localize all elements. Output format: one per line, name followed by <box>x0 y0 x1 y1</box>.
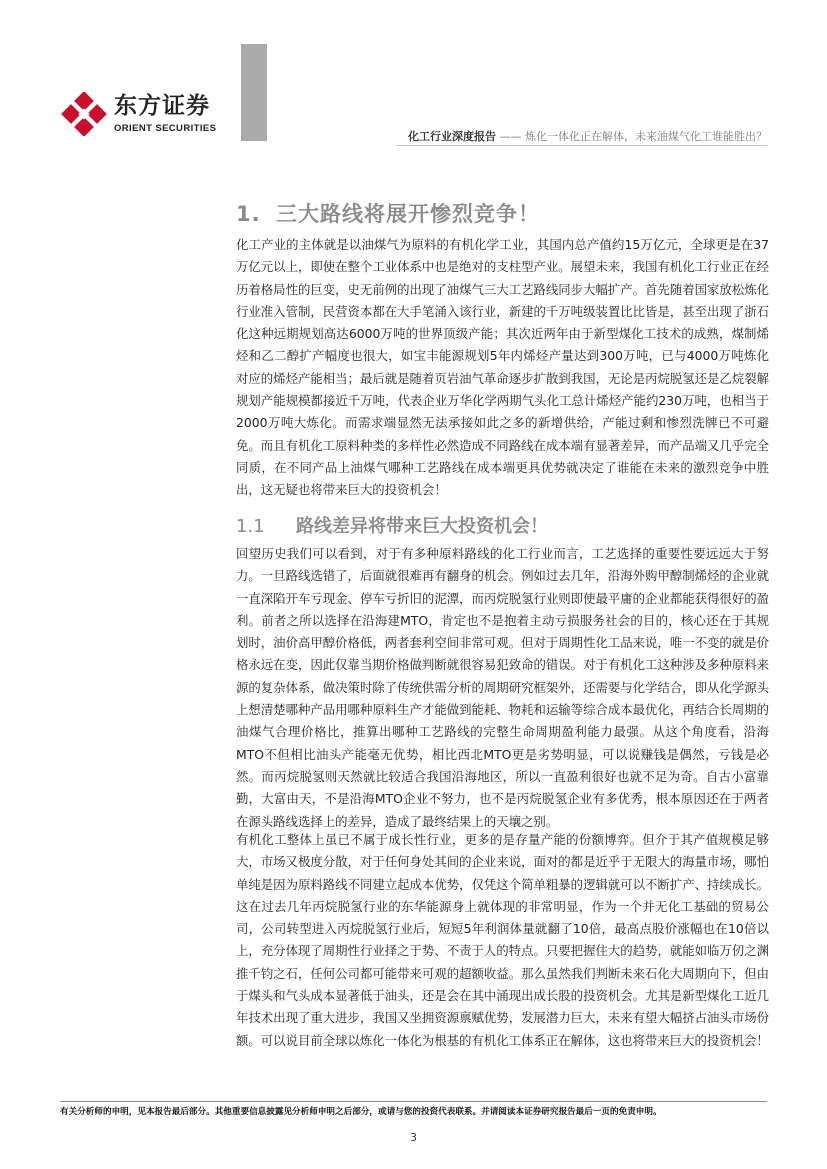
section-number: 1. <box>236 202 261 226</box>
report-type: 化工行业深度报告 <box>408 130 496 143</box>
logo-english-name: ORIENT SECURITIES <box>114 123 217 134</box>
subsection-paragraph-1: 回望历史我们可以看到，对于有多种原料路线的化工行业而言，工艺选择的重要性要远远大于努力。一旦路线选错了，后面就很难再有翻身的机会。例如过去几年，沿海外购甲醇制烯烃的企业就一直深陷开车亏现金、停车亏折旧的泥潭，而丙烷脱氢行业则即使最平庸的企业都能获得很好的盈利。前者之所以选择在沿海建MTO，肯定也不是抱着主动亏损服务社会的目的，核心还在于其规划时，油价高甲醇价格低，两者套利空间非常可观。但对于周期性化工品来说，唯一不变的就是价格永远在变，因此仅靠当期价格做判断就很容易犯致命的错误。对于有机化工这种涉及多种原料来源的复杂体系，做决策时除了传统供需分析的周期研究框架外，还需要与化学结合，即从化学源头上想清楚哪种产品用哪种原料生产才能做到能耗、物耗和运输等综合成本最优化，再结合长周期的油煤气合理价格比，推算出哪种工艺路线的完整生命周期盈利能力最强。从这个角度看，沿海MTO不但相比油头产能毫无优势，相比西北MTO更是劣势明显，可以说赚钱是偶然，亏钱是必然。而丙烷脱氢则天然就比较适合我国沿海地区，所以一直盈利很好也就不足为奇。自古小富靠勤，大富由天，不是沿海MTO企业不努力，也不是丙烷脱氢企业有多优秀，根本原因还在于两者在源头路线选择上的差异，造成了最终结果上的天壤之别。 <box>236 546 769 829</box>
section-heading <box>236 198 540 228</box>
subsection-paragraph-2: 有机化工整体上虽已不属于成长性行业，更多的是存量产能的份额博弈。但介于其产值规模足够大，市场又极度分散，对于任何身处其间的企业来说，面对的都是近乎于无限大的海量市场，哪怕单纯是因为原料路线不同建立起成本优势，仅凭这个简单粗暴的逻辑就可以不断扩产、持续成长。这在过去几年丙烷脱氢行业的东华能源身上就体现的非常明显，作为一个并无化工基础的贸易公司，公司转型进入丙烷脱氢行业后，短短5年利润体量就翻了10倍，最高点股价涨幅也在10倍以上，充分体现了周期性行业择之于势、不责于人的特点。只要把握住大的趋势，就能如临万仞之渊推千钧之石，任何公司都可能带来可观的超额收益。那么虽然我们判断未来石化大周期向下，但由于煤头和气头成本显著低于油头，还是会在其中涌现出成长股的投资机会。尤其是新型煤化工近几年技术出现了重大进步，我国又坐拥资源禀赋优势，发展潜力巨大，未来有望大幅挤占油头市场份额。可以说目前全球以炼化一体化为根基的有机化工体系正在解体，这也将带来巨大的投资机会！ <box>236 832 769 1048</box>
header-separator: —— <box>499 130 522 143</box>
running-header <box>408 128 767 144</box>
subsection-number: 1.1 <box>236 516 265 537</box>
company-logo <box>60 92 235 136</box>
footer-rule <box>60 1101 767 1102</box>
page-number: 3 <box>410 1131 417 1144</box>
subsection-heading <box>236 512 548 538</box>
header-gray-bar <box>241 44 267 141</box>
logo-chinese-name: 东方证券 <box>114 93 210 119</box>
header-rule <box>396 145 767 146</box>
section-paragraph: 化工产业的主体就是以油煤气为原料的有机化学工业，其国内总产值约15万亿元，全球更是在37万亿元以上，即使在整个工业体系中也是绝对的支柱型产业。展望未来，我国有机化工行业正在经历着格局性的巨变，史无前例的出现了油煤气三大工艺路线同步大幅扩产。首先随着国家放松炼化行业准入管制，民营资本都在大手笔涌入该行业，新建的千万吨级装置比比皆是，甚至出现了浙石化这种远期规划高达6000万吨的世界顶级产能；其次近两年由于新型煤化工技术的成熟，煤制烯烃和乙二醇扩产幅度也很大，如宝丰能源规划5年内烯烃产量达到300万吨，已与4000万吨炼化对应的烯烃产能相当；最后就是随着页岩油气革命逐步扩散到我国，无论是丙烷脱氢还是乙烷裂解规划产能规模都接近千万吨，代表企业万华化学两期气头化工总计烯烃产能约230万吨，也相当于2000万吨大炼化。而需求端显然无法承接如此之多的新增供给，产能过剩和惨烈洗牌已不可避免。而且有机化工原料种类的多样性必然造成不同路线在成本端有显著差异，而产品端又几乎完全同质，在不同产品上油煤气哪种工艺路线在成本端更具优势就决定了谁能在未来的激烈竞争中胜出，这无疑也将带来巨大的投资机会！ <box>236 237 769 498</box>
logo-mark-icon <box>60 92 108 136</box>
footer-disclaimer: 有关分析师的申明，见本报告最后部分。其他重要信息披露见分析师申明之后部分，或请与您的投资代表联系。并请阅读本证券研究报告最后一页的免责申明。 <box>60 1107 662 1117</box>
report-subtitle: 炼化一体化正在解体，未来油煤气化工谁能胜出？ <box>525 130 767 143</box>
section-title: 三大路线将展开惨烈竞争！ <box>276 202 540 226</box>
subsection-title: 路线差异将带来巨大投资机会！ <box>296 516 548 537</box>
